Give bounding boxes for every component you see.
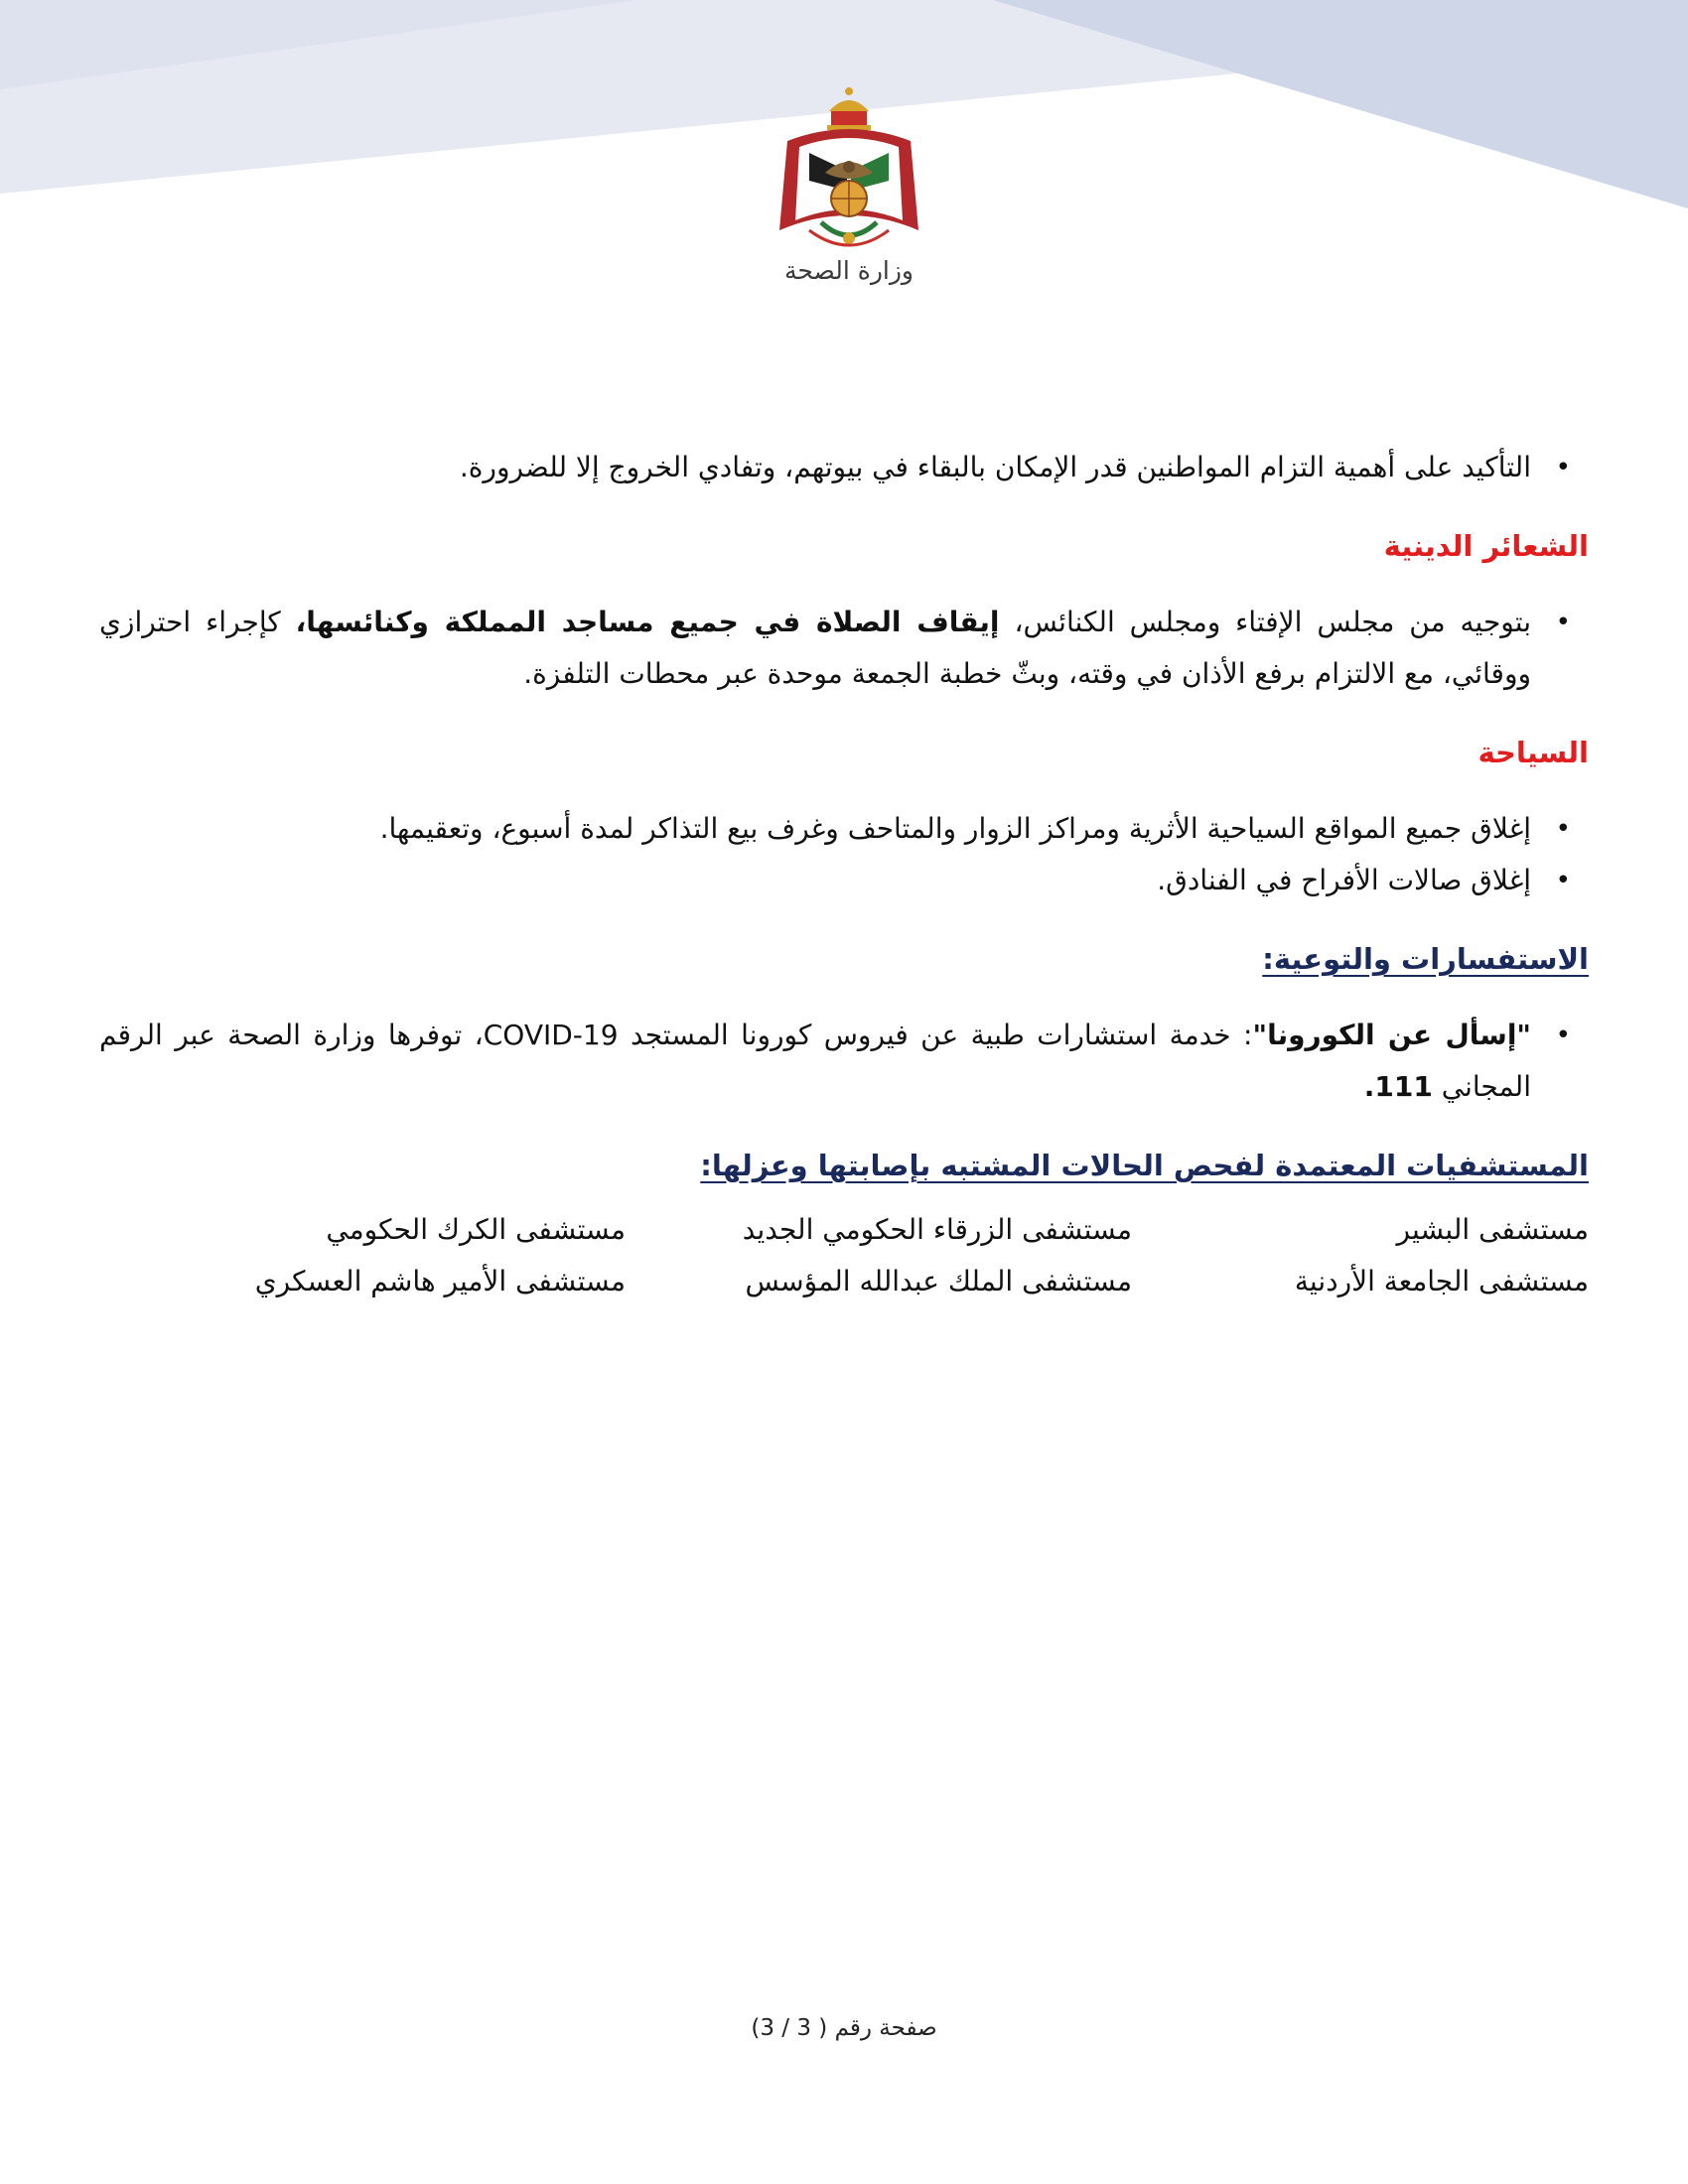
section-heading-tourism: السياحة	[1477, 736, 1589, 769]
list-item: • إغلاق جميع المواقع السياحية الأثرية ومراكز الزوار والمتاحف وغرف بيع التذاكر لمدة أسبوع، وتعقيمها.	[99, 803, 1589, 855]
religious-text-bold: إيقاف الصلاة في جميع مساجد المملكة وكنائسها،	[295, 606, 1000, 638]
religious-text-end: كإجراء احترازي ووقائي، مع الالتزام برفع الأذان في وقته، وبثّ خطبة الجمعة موحدة عبر محطات التلفزة.	[99, 606, 1531, 690]
hospital-name: مستشفى الجامعة الأردنية	[1294, 1265, 1589, 1297]
table-row	[209, 1256, 1589, 1307]
document-body	[99, 442, 1589, 1307]
hospital-name: مستشفى الزرقاء الحكومي الجديد	[742, 1213, 1132, 1246]
general-bullets	[99, 442, 1589, 493]
inquiries-bullets	[99, 1010, 1589, 1113]
list-item	[99, 1010, 1589, 1113]
section-heading-religious: الشعائر الدينية	[1383, 529, 1589, 563]
religious-bullets	[99, 597, 1589, 700]
hotline-description: : خدمة استشارات طبية عن فيروس كورونا المستجد COVID-19، توفرها وزارة الصحة عبر الرقم المجاني	[99, 1019, 1531, 1103]
hospital-name: مستشفى الملك عبدالله المؤسس	[745, 1265, 1132, 1297]
list-item	[99, 597, 1589, 700]
list-item: • إغلاق صالات الأفراح في الفنادق.	[99, 855, 1589, 906]
hotline-number: 111.	[1363, 1070, 1433, 1103]
section-heading-hospitals: المستشفيات المعتمدة لفحص الحالات المشتبه بإصابتها وعزلها:	[700, 1149, 1589, 1182]
page-number: صفحة رقم ( 3 / 3)	[751, 2015, 937, 2041]
tourism-bullets	[99, 803, 1589, 906]
list-item: • التأكيد على أهمية التزام المواطنين قدر الإمكان بالبقاء في بيوتهم، وتفادي الخروج إلا للضرورة.	[99, 442, 1589, 493]
hotline-service-name: "إسأل عن الكورونا"	[1252, 1019, 1532, 1051]
hospitals-table	[209, 1204, 1589, 1307]
hospital-name: مستشفى الأمير هاشم العسكري	[254, 1265, 626, 1297]
hospital-name: مستشفى البشير	[1396, 1213, 1589, 1246]
table-row	[209, 1204, 1589, 1256]
ministry-name: وزارة الصحة	[784, 256, 914, 285]
section-heading-inquiries: الاستفسارات والتوعية:	[1262, 942, 1589, 976]
hospital-name: مستشفى الكرك الحكومي	[326, 1213, 626, 1246]
religious-text-start: بتوجيه من مجلس الإفتاء ومجلس الكنائس،	[999, 606, 1532, 638]
